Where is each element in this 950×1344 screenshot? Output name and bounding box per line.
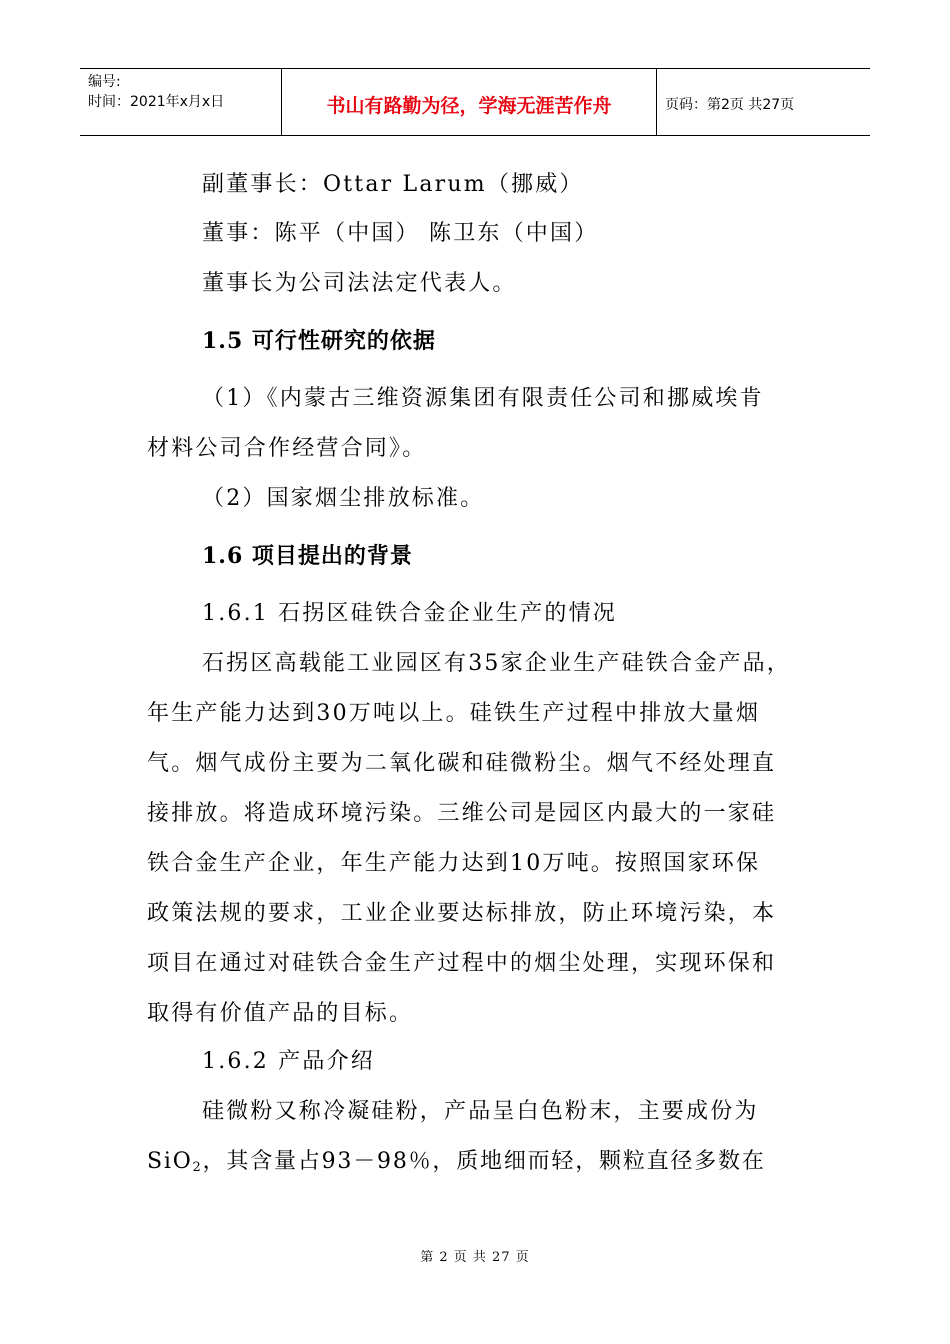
subsection-heading-1-6-1: 1.6.1 石拐区硅铁合金企业生产的情况 [202,601,617,626]
paragraph-line: 年生产能力达到30万吨以上。硅铁生产过程中排放大量烟 [147,701,761,726]
paragraph-line: （2）国家烟尘排放标准。 [202,486,485,511]
directors-line: 董事：陈平（中国） 陈卫东（中国） [202,221,599,246]
sio2-text: SiO [147,1149,193,1174]
paragraph-line [147,1147,766,1183]
paragraph-line: 石拐区高载能工业园区有35家企业生产硅铁合金产品， [202,651,791,676]
paragraph-line: 取得有价值产品的目标。 [147,1001,414,1026]
page-footer: 第 2 页 共 27 页 [420,1250,530,1265]
vice-chairman-line: 副董事长：Ottar Larum（挪威） [202,172,584,197]
paragraph-line: （1）《内蒙古三维资源集团有限责任公司和挪威埃肯 [202,386,764,411]
paragraph-line: 项目在通过对硅铁合金生产过程中的烟尘处理，实现环保和 [147,951,777,976]
header-time-label: 时间：2021年x月x日 [88,94,225,110]
header-number-label: 编号: [88,74,121,90]
header-motto: 书山有路勤为径，学海无涯苦作舟 [282,69,657,135]
paragraph-line: 铁合金生产企业，年生产能力达到10万吨。按照国家环保 [147,851,761,876]
legal-rep-line: 董事长为公司法法定代表人。 [202,271,517,296]
paragraph-line: 气。烟气成份主要为二氧化碳和硅微粉尘。烟气不经处理直 [147,751,777,776]
paragraph-line: 接排放。将造成环境污染。三维公司是园区内最大的一家硅 [147,801,777,826]
section-heading-1-5: 1.5 可行性研究的依据 [202,328,436,354]
paragraph-line: 材料公司合作经营合同》。 [147,436,427,461]
page-header [80,68,870,136]
header-meta [80,69,282,135]
subsection-heading-1-6-2: 1.6.2 产品介绍 [202,1049,375,1074]
sio2-subscript: 2 [192,1160,203,1175]
paragraph-line-rest: ，其含量占93－98％，质地细而轻，颗粒直径多数在 [202,1149,766,1174]
section-heading-1-6: 1.6 项目提出的背景 [202,543,413,569]
header-page-info: 页码：第2页 共27页 [665,97,795,113]
paragraph-line: 政策法规的要求，工业企业要达标排放，防止环境污染，本 [147,901,777,926]
paragraph-line: 硅微粉又称冷凝硅粉，产品呈白色粉末，主要成份为 [202,1099,759,1124]
